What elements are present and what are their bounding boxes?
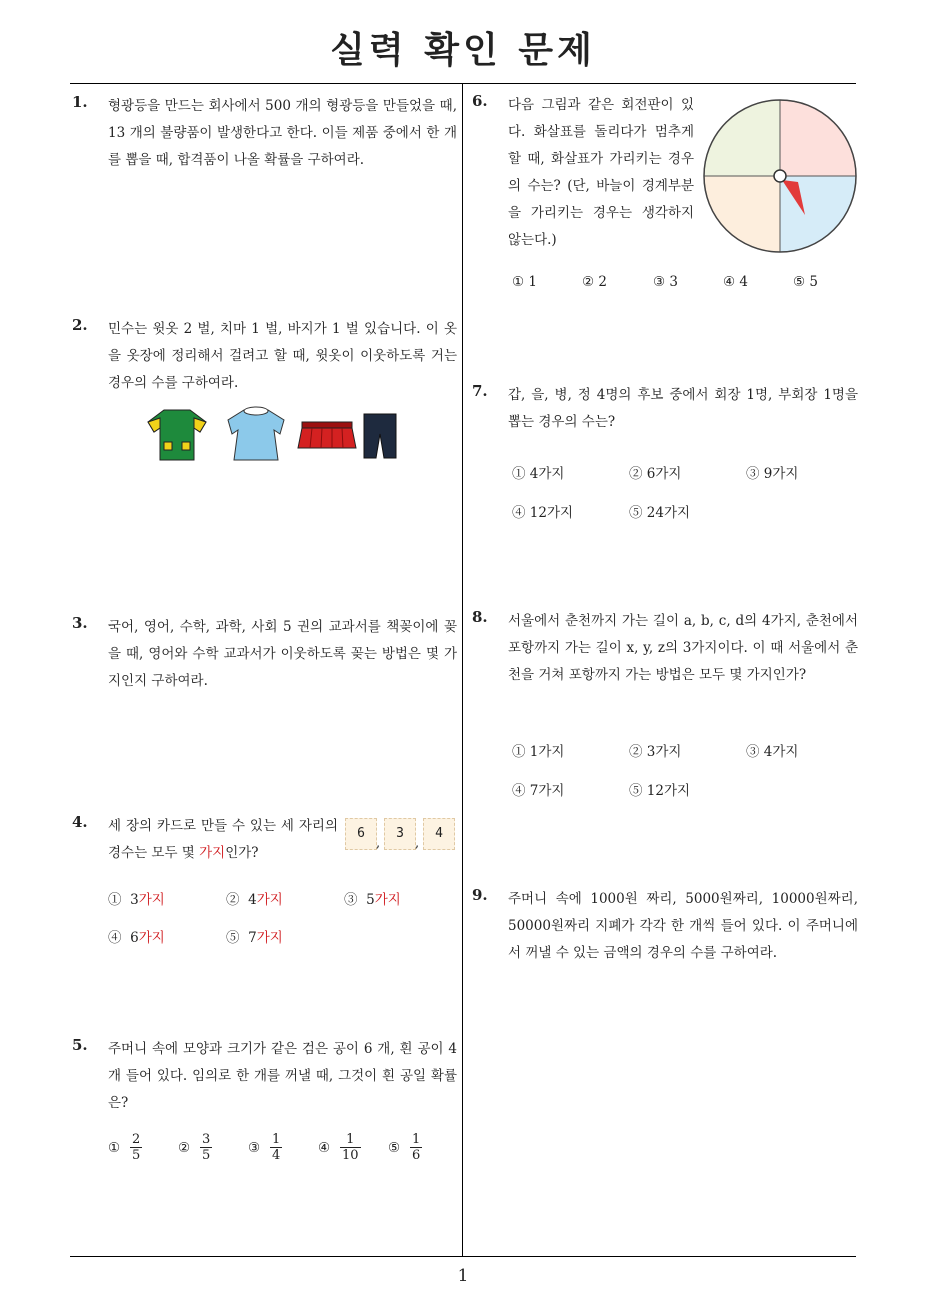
option-value: 4 [248,892,257,908]
option-1[interactable] [108,888,165,908]
option-3[interactable]: ③ 4가지 [746,744,799,760]
question-text: 주머니 속에 모양과 크기가 같은 검은 공이 6 개, 흰 공이 4 개 들어 있다. 임의로 한 개를 꺼낼 때, 그것이 흰 공일 확률은? [108,1041,457,1111]
question-text-part: 세 장의 카드로 만들 수 있는 세 자리의 경수는 모두 몇 [108,818,338,861]
question-text: 국어, 영어, 수학, 과학, 사회 5 권의 교과서를 책꽂이에 꽂을 때, 영어와 수학 교과서가 이웃하도록 꽂는 방법은 몇 가지인지 구하여라. [108,619,457,689]
question-text: 주머니 속에 1000원 짜리, 5000원짜리, 10000원짜리, 50000원짜리 지폐가 각각 한 개씩 들어 있다. 이 주머니에서 꺼낼 수 있는 금액의 경우의 수를 구하여라. [508,891,858,961]
option-unit: 가지 [138,892,165,908]
option-4[interactable]: ④ 4 [723,274,748,290]
blue-blouse-icon [228,407,284,460]
number-card: 4 [423,818,455,850]
option-1[interactable]: ① 1가지 [512,744,565,760]
option-value: 7 [248,930,257,946]
option-4[interactable]: ④ 12가지 [512,505,574,521]
question-number: 2. [72,316,88,334]
card-separator: , [376,836,381,851]
question-text [108,813,338,867]
denominator: 10 [342,1148,359,1163]
question-text-part: 인가? [225,845,259,861]
number-card: 3 [384,818,416,850]
option-3-mark[interactable]: ③ [248,1140,261,1156]
option-unit: 가지 [256,930,283,946]
clothes-illustration [140,404,420,466]
option-2[interactable]: ② 3가지 [629,744,682,760]
option-1-mark[interactable]: ① [108,1140,121,1156]
question-text: 민수는 윗옷 2 벌, 치마 1 벌, 바지가 1 벌 있습니다. 이 옷을 옷장에 정리해서 걸려고 할 때, 윗옷이 이웃하도록 거는 경우의 수를 구하여라. [108,321,457,391]
denominator: 5 [202,1148,211,1163]
question-text: 갑, 을, 병, 정 4명의 후보 중에서 회장 1명, 부회장 1명을 뽑는 경우의 수는? [508,387,858,430]
option-3[interactable] [344,888,401,908]
option-5-mark[interactable]: ⑤ [388,1140,401,1156]
option-unit: 가지 [374,892,401,908]
option-4[interactable] [108,926,165,946]
spinner-sector-top-right [780,100,856,176]
option-value: 3 [130,892,139,908]
option-value: 6 [130,930,139,946]
option-mark: ⑤ [226,930,240,946]
option-1-fraction [130,1132,142,1163]
page-title: 실력 확인 문제 [330,30,596,71]
red-skirt-icon [298,422,356,448]
option-1[interactable]: ① 1 [512,274,537,290]
option-3-fraction [270,1132,282,1163]
option-unit: 가지 [256,892,283,908]
option-4-fraction [340,1132,361,1163]
option-2[interactable] [226,888,283,908]
question-text: 서울에서 춘천까지 가는 길이 a, b, c, d의 4가지, 춘천에서 포항까지 가는 길이 x, y, z의 3가지이다. 이 때 서울에서 춘천을 거쳐 포항까지 가는 방법은 모두 몇 가지인가? [508,613,858,683]
top-rule [70,83,856,84]
spinner-sector-top-left [704,100,780,176]
card-separator: , [415,836,420,851]
question-number: 1. [72,93,88,111]
option-4-mark[interactable]: ④ [318,1140,331,1156]
question-number: 4. [72,813,88,831]
option-unit: 가지 [138,930,165,946]
option-5[interactable]: ⑤ 5 [793,274,818,290]
option-2[interactable]: ② 2 [582,274,607,290]
option-3[interactable]: ③ 9가지 [746,466,799,482]
option-2[interactable]: ② 6가지 [629,466,682,482]
option-1[interactable]: ① 4가지 [512,466,565,482]
numerator: 1 [412,1132,421,1147]
question-text: 형광등을 만드는 회사에서 500 개의 형광등을 만들었을 때, 13 개의 불량품이 발생한다고 한다. 이들 제품 중에서 한 개를 뽑을 때, 합격품이 나올 확률을 구하여라. [108,98,457,168]
question-number: 6. [472,92,488,110]
option-value: 5 [366,892,375,908]
question-number: 9. [472,886,488,904]
option-mark: ③ [344,892,358,908]
numerator: 2 [132,1132,141,1147]
spinner-wheel [702,98,862,258]
option-mark: ④ [108,930,122,946]
option-2-mark[interactable]: ② [178,1140,191,1156]
option-4[interactable]: ④ 7가지 [512,783,565,799]
option-5[interactable]: ⑤ 24가지 [629,505,691,521]
pants-icon [364,414,396,458]
question-number: 5. [72,1036,88,1054]
denominator: 6 [412,1148,421,1163]
question-number: 7. [472,382,488,400]
option-5-fraction [410,1132,422,1163]
denominator: 5 [132,1148,141,1163]
option-2-fraction [200,1132,212,1163]
option-5[interactable]: ⑤ 12가지 [629,783,691,799]
question-number: 8. [472,608,488,626]
numerator: 1 [272,1132,281,1147]
spinner-sector-bottom-left [704,176,780,252]
number-card: 6 [345,818,377,850]
question-number: 3. [72,614,88,632]
page-number: 1 [457,1266,469,1286]
denominator: 4 [272,1148,281,1163]
option-5[interactable] [226,926,283,946]
bottom-rule [70,1256,856,1257]
column-divider [462,84,463,1256]
spinner-pivot [774,170,786,182]
numerator: 1 [340,1132,361,1148]
question-text-highlight: 가지 [199,845,226,861]
option-mark: ② [226,892,240,908]
green-shirt-icon [148,410,206,460]
numerator: 3 [202,1132,211,1147]
option-mark: ① [108,892,122,908]
option-3[interactable]: ③ 3 [653,274,678,290]
question-text: 다음 그림과 같은 회전판이 있다. 화살표를 돌리다가 멈추게 할 때, 화살표가 가리키는 경우의 수는? (단, 바늘이 경계부분을 가리키는 경우는 생각하지 않는다.) [508,97,694,248]
